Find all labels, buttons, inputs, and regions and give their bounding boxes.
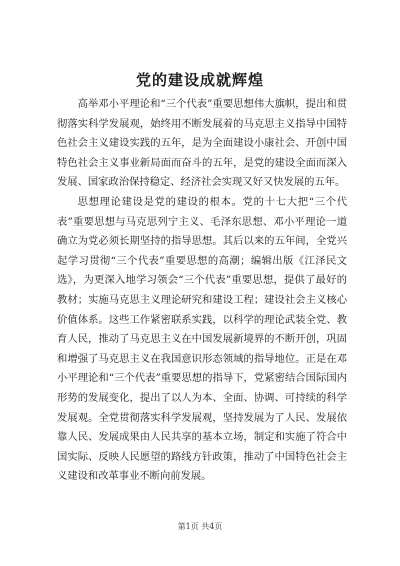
page-footer: 第1页 共4页 <box>177 522 223 531</box>
document-body <box>57 95 347 487</box>
page-title: 党的建设成就辉煌 <box>135 71 264 89</box>
paragraph: 高举邓小平理论和“三个代表”重要思想伟大旗帜，提出和贯彻落实科学发展观，始终用不断发展着的马克思主义指导中国特色社会主义建设实践的五年，是为全面建设小康社会、开创中国特色社会主义事业新局面而奋斗的五年，是党的建设全面而深入发展、国家政治保持稳定、经济社会实现又好又快发展的五年。 <box>57 98 347 189</box>
paragraph: 思想理论建设是党的建设的根本。党的十七大把“三个代表”重要思想与马克思列宁主义、毛泽东思想、邓小平理论一道确立为党必须长期坚持的指导思想。其后以来的五年间，全党兴起学习贯彻“三个代表”重要思想的高潮；编辑出版《江泽民文选》，为更深入地学习领会“三个代表”重要思想，提供了最好的教材；实施马克思主义理论研究和建设工程；建设社会主义核心价值体系。这些工作紧密联系实践，以科学的理论武装全党、教育人民，推动了马克思主义在中国发展新境界的不断开创，巩固和增强了马克思主义在我国意识形态领域的指导地位。正是在邓小平理论和“三个代表”重要思想的指导下，党紧密结合国际国内形势的发展变化，提出了以人为本、全面、协调、可持续的科学发展观。全党贯彻落实科学发展观，坚持发展为了人民、发展依靠人民、发展成果由人民共享的基本立场，制定和实施了符合中国实际、反映人民愿望的路线方针政策，推动了中国特色社会主义建设和改革事业不断向前发展。 <box>57 195 347 483</box>
